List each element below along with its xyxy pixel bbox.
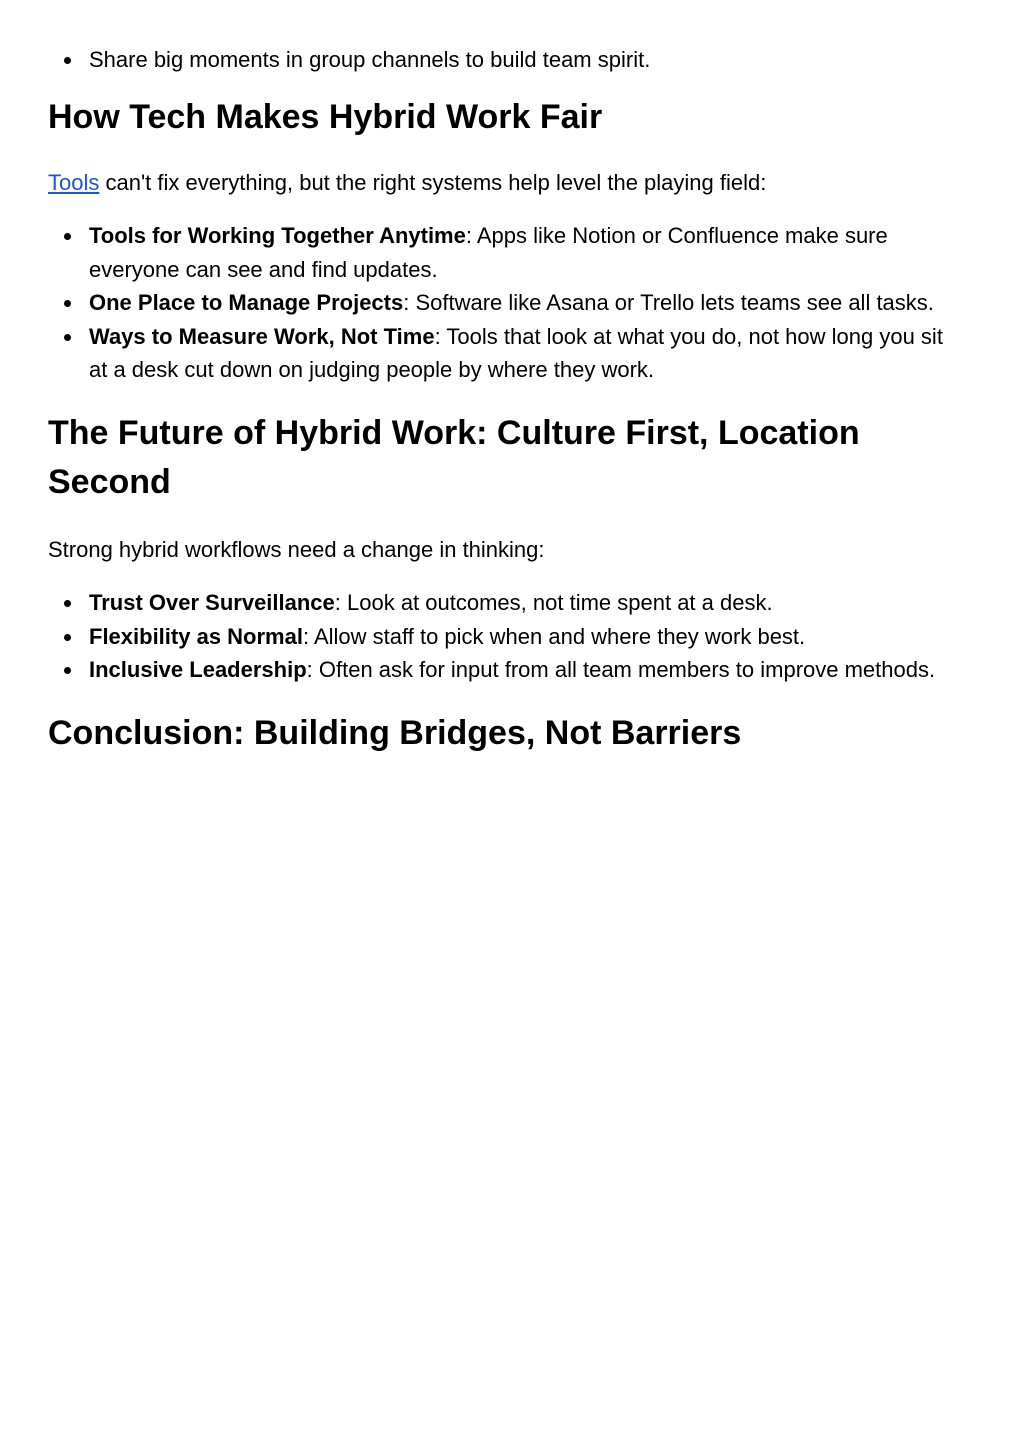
list-item (89, 43, 966, 77)
tools-link[interactable]: Tools (48, 169, 100, 195)
tech-intro-paragraph (48, 166, 966, 200)
culture-principles-list (48, 586, 966, 687)
list-item-desc: : Allow staff to pick when and where they work best. (302, 623, 806, 649)
list-item (89, 286, 966, 320)
list-item-desc: : Often ask for input from all team members to improve methods. (306, 657, 936, 682)
list-item-text: Share big moments in group channels to build team spirit. (89, 47, 651, 72)
section-heading-future: The Future of Hybrid Work: Culture First, Location Second (48, 413, 860, 501)
tech-tools-list (48, 219, 966, 387)
list-item (89, 219, 966, 286)
list-item-term: Ways to Measure Work, Not Time (89, 323, 435, 349)
list-item (89, 620, 966, 654)
list-item-term: One Place to Manage Projects (89, 290, 404, 315)
list-item-desc: : Apps like Notion or Confluence make sure everyone can see and find updates. (89, 223, 888, 282)
list-item (89, 320, 966, 387)
list-item-term: Inclusive Leadership (89, 657, 307, 682)
list-item-desc: : Software like Asana or Trello lets teams see all tasks. (403, 290, 934, 315)
future-intro-paragraph: Strong hybrid workflows need a change in thinking: (48, 536, 545, 562)
list-item-desc: : Look at outcomes, not time spent at a desk. (334, 590, 773, 615)
tech-intro-text: can't fix everything, but the right systems help level the playing field: (99, 169, 767, 195)
team-spirit-list (48, 0, 966, 77)
list-item (89, 586, 966, 620)
section-heading-conclusion: Conclusion: Building Bridges, Not Barriers (48, 713, 742, 752)
list-item-term: Trust Over Surveillance (89, 590, 335, 615)
list-item-term: Tools for Working Together Anytime (89, 223, 466, 248)
list-item (89, 653, 966, 687)
section-heading-tech: How Tech Makes Hybrid Work Fair (48, 97, 603, 136)
list-item-desc: : Tools that look at what you do, not how long you sit at a desk cut down on judging people by where they work. (89, 323, 943, 382)
list-item-term: Flexibility as Normal (89, 623, 303, 649)
